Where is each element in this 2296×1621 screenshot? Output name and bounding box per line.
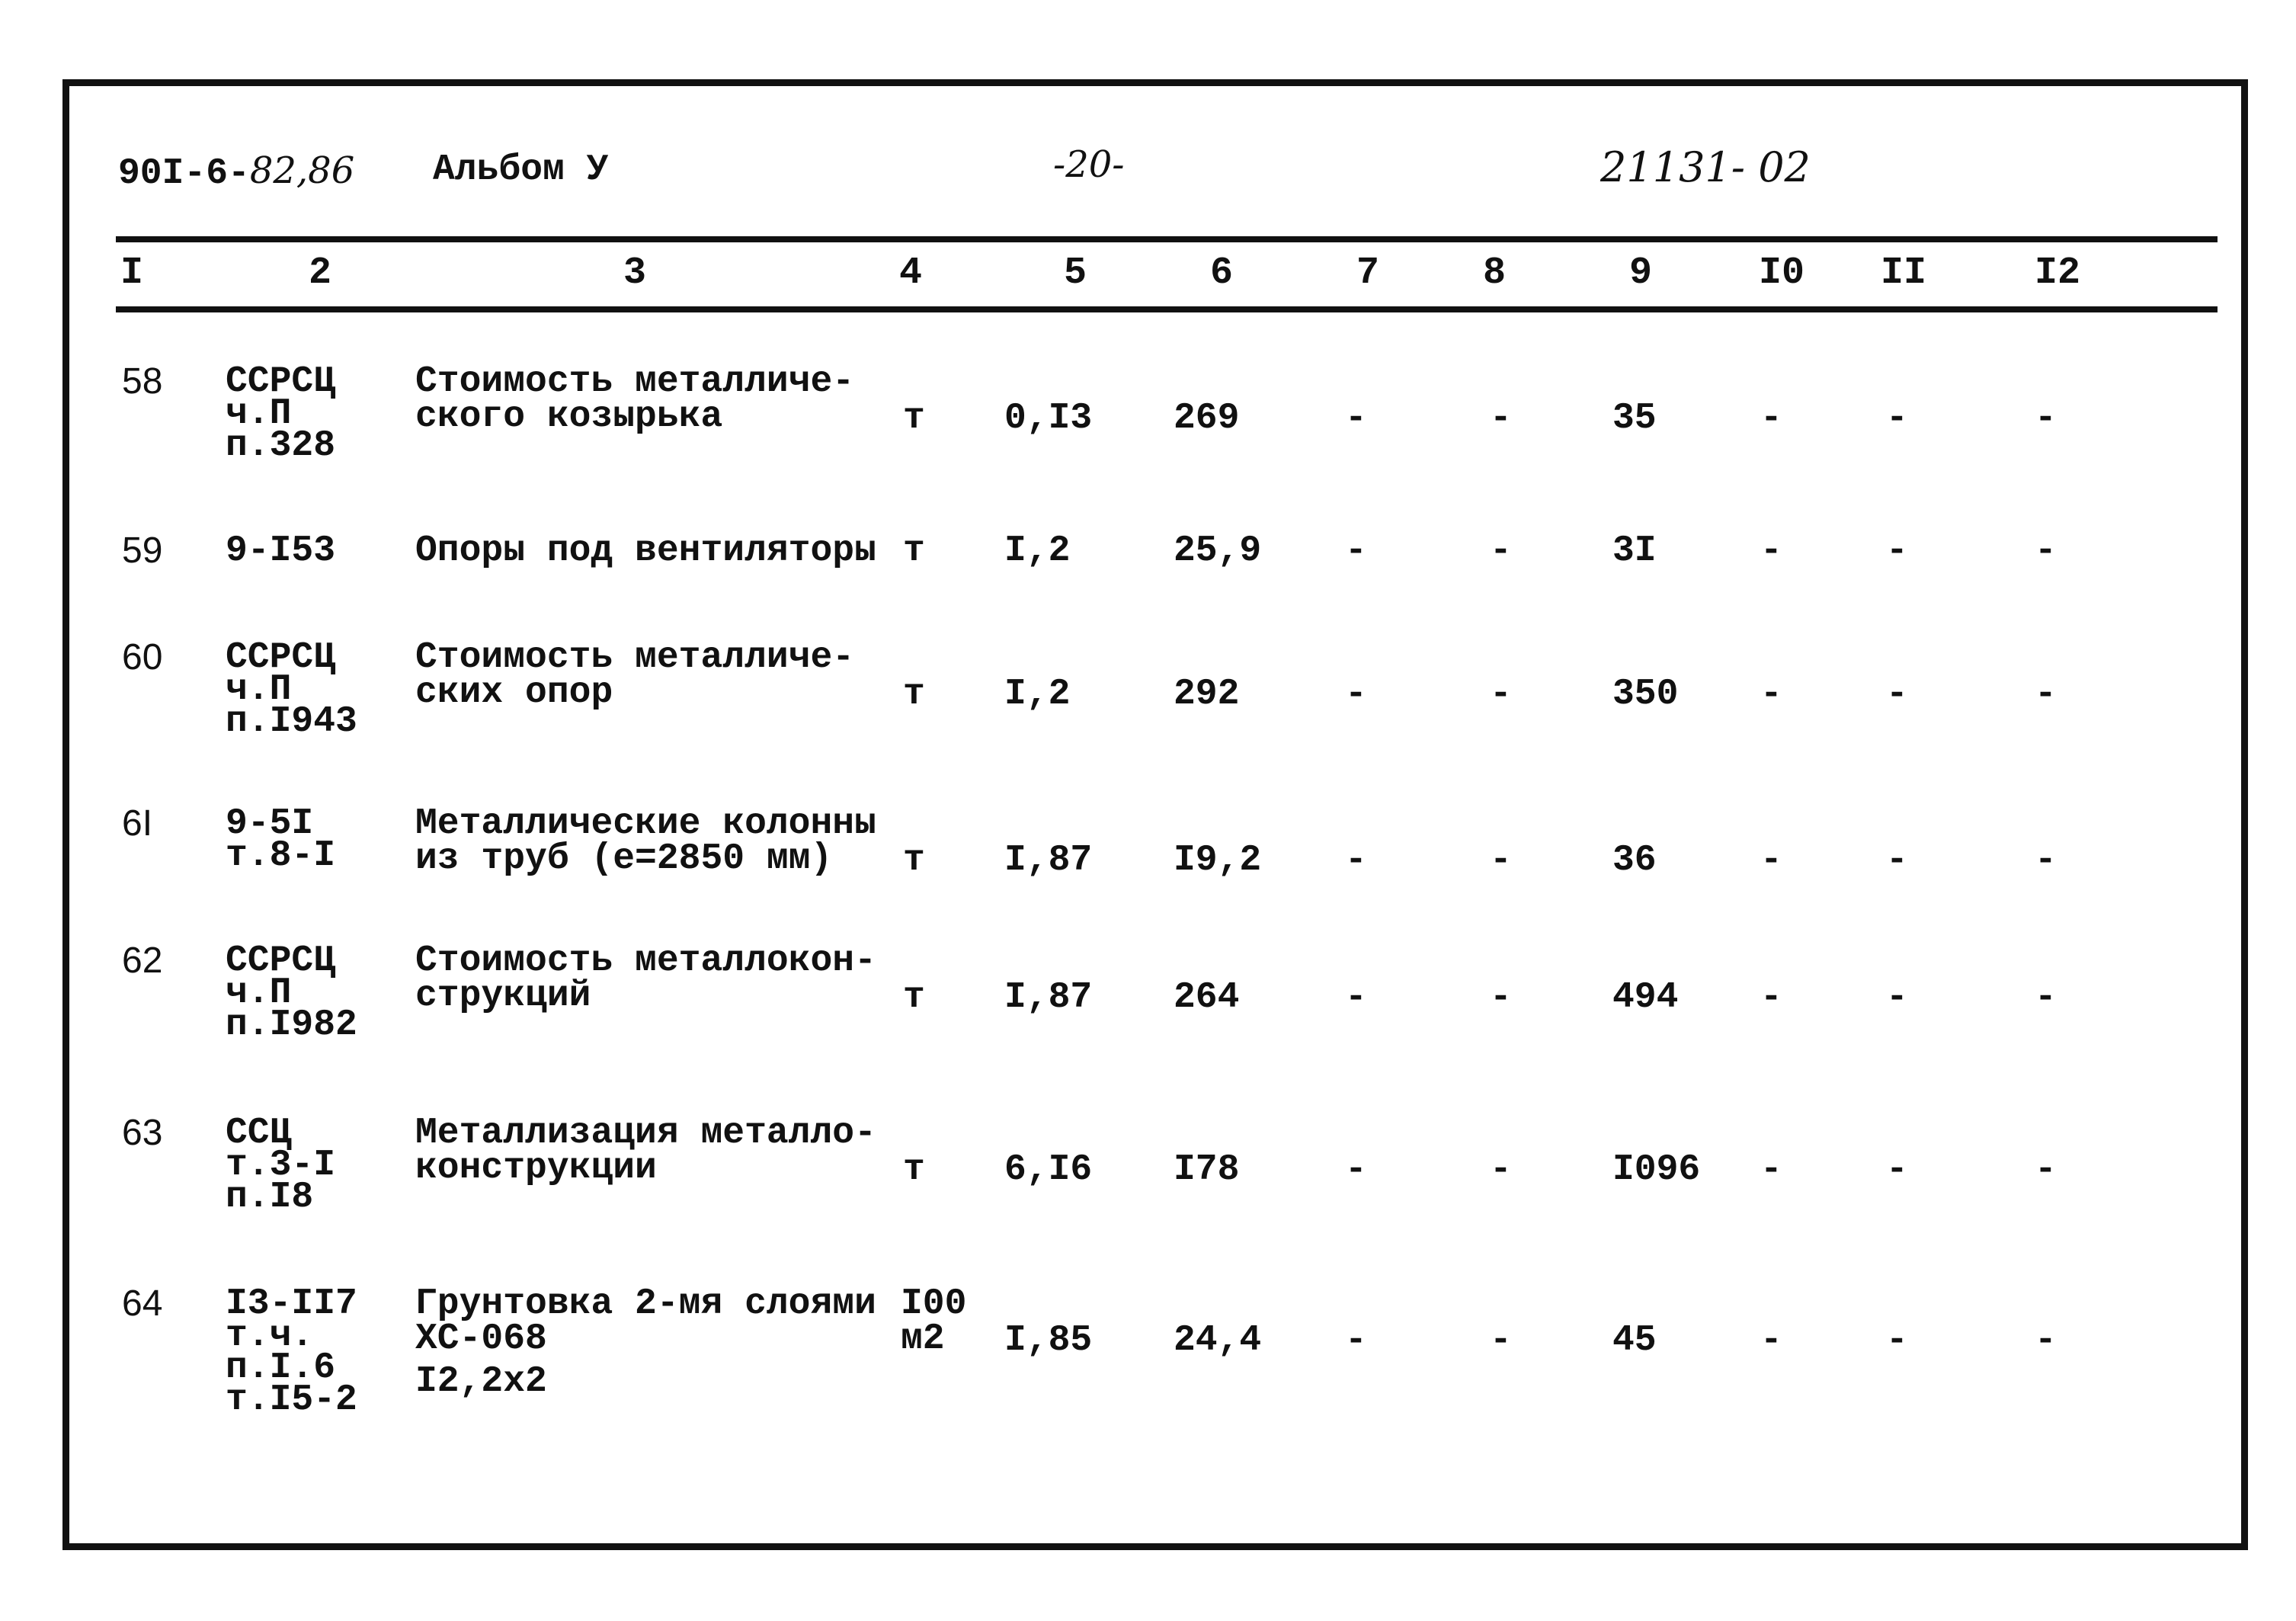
unit: т	[903, 840, 925, 881]
dash-cell: -	[1490, 977, 1512, 1018]
dash-cell: -	[2035, 840, 2057, 881]
dash-cell: -	[2035, 530, 2057, 572]
unit-price-cell: 25,9	[1174, 530, 1262, 572]
description-line: ХС-068	[415, 1318, 547, 1360]
header-top-rule	[116, 236, 2218, 242]
dash-cell: -	[1760, 398, 1782, 439]
reference-line: п.328	[226, 425, 336, 466]
description-line: Опоры под вентиляторы	[415, 530, 876, 572]
reference-line: ч.П	[226, 972, 292, 1014]
total-cost-cell: 35	[1612, 398, 1657, 439]
doc-code-prefix: 90I-6-	[118, 153, 250, 194]
total-cost-cell: 494	[1612, 977, 1679, 1018]
dash-cell: -	[1490, 674, 1512, 715]
dash-cell: -	[1886, 674, 1908, 715]
quantity-cell: I,87	[1004, 977, 1093, 1018]
row-number: 58	[122, 361, 163, 402]
reference-line: ССРСЦ	[226, 940, 336, 982]
doc-number: 21131- 02	[1600, 143, 1811, 191]
reference-line: ч.П	[226, 669, 292, 710]
reference-line: т.I5-2	[226, 1379, 357, 1421]
reference-line: п.I.6	[226, 1347, 336, 1389]
description-line: Стоимость металличе-	[415, 361, 855, 402]
dash-cell: -	[1490, 1320, 1512, 1361]
description-line: ских опор	[415, 672, 613, 713]
total-cost-cell: I096	[1612, 1149, 1701, 1190]
description-line: конструкции	[415, 1148, 657, 1189]
column-number: 5	[1064, 251, 1087, 295]
row-number: 60	[122, 637, 163, 678]
column-number: II	[1881, 251, 1927, 295]
reference-line: ССРСЦ	[226, 637, 336, 678]
dash-cell: -	[1345, 530, 1367, 572]
reference-line: п.I943	[226, 701, 357, 742]
dash-cell: -	[1345, 1320, 1367, 1361]
description-line: струкций	[415, 975, 591, 1017]
description-line: из труб (е=2850 мм)	[415, 838, 833, 879]
row-number: 6I	[122, 803, 153, 844]
description-line: I2,2х2	[415, 1361, 547, 1402]
total-cost-cell: 350	[1612, 674, 1679, 715]
description-line: Грунтовка 2-мя слоями	[415, 1283, 876, 1325]
total-cost-cell: 45	[1612, 1320, 1657, 1361]
dash-cell: -	[1345, 977, 1367, 1018]
reference-line: ч.П	[226, 393, 292, 434]
unit-price-cell: 264	[1174, 977, 1240, 1018]
unit: т	[903, 398, 925, 439]
dash-cell: -	[1345, 1149, 1367, 1190]
column-number: 2	[309, 251, 332, 295]
description-line: Металлизация металло-	[415, 1113, 876, 1154]
quantity-cell: 0,I3	[1004, 398, 1093, 439]
unit: т	[903, 977, 925, 1018]
reference-line: т.8-I	[226, 835, 336, 876]
row-number: 63	[122, 1113, 163, 1153]
column-number: 9	[1629, 251, 1653, 295]
description-line: Стоимость металличе-	[415, 637, 855, 678]
dash-cell: -	[1886, 1149, 1908, 1190]
column-number: 7	[1356, 251, 1380, 295]
row-number: 64	[122, 1283, 163, 1324]
dash-cell: -	[2035, 1149, 2057, 1190]
column-number: I0	[1759, 251, 1805, 295]
unit-price-cell: 24,4	[1174, 1320, 1262, 1361]
column-number: 6	[1210, 251, 1234, 295]
unit-price-cell: I9,2	[1174, 840, 1262, 881]
description-line: Металлические колонны	[415, 803, 876, 844]
page-number: -20-	[1053, 143, 1125, 186]
description-line: ского козырька	[415, 396, 723, 437]
dash-cell: -	[1760, 674, 1782, 715]
reference-line: ССЦ	[226, 1113, 292, 1154]
dash-cell: -	[2035, 1320, 2057, 1361]
dash-cell: -	[1760, 840, 1782, 881]
unit-line: м2	[901, 1318, 945, 1360]
total-cost-cell: 3I	[1612, 530, 1657, 572]
album-label: Альбом У	[433, 149, 609, 191]
quantity-cell: I,87	[1004, 840, 1093, 881]
quantity-cell: I,2	[1004, 674, 1071, 715]
dash-cell: -	[1345, 674, 1367, 715]
reference-line: I3-II7	[226, 1283, 357, 1325]
column-number: 8	[1483, 251, 1507, 295]
column-number: 3	[623, 251, 647, 295]
column-number: 4	[899, 251, 923, 295]
unit-price-cell: 292	[1174, 674, 1240, 715]
dash-cell: -	[1886, 1320, 1908, 1361]
quantity-cell: I,2	[1004, 530, 1071, 572]
dash-cell: -	[1886, 530, 1908, 572]
dash-cell: -	[1490, 530, 1512, 572]
document-frame	[62, 79, 2248, 1550]
dash-cell: -	[2035, 398, 2057, 439]
dash-cell: -	[2035, 977, 2057, 1018]
dash-cell: -	[1490, 398, 1512, 439]
unit: т	[903, 674, 925, 715]
dash-cell: -	[2035, 674, 2057, 715]
row-number: 62	[122, 940, 163, 981]
dash-cell: -	[1345, 398, 1367, 439]
dash-cell: -	[1886, 840, 1908, 881]
unit-price-cell: 269	[1174, 398, 1240, 439]
unit-line: I00	[901, 1283, 967, 1325]
total-cost-cell: 36	[1612, 840, 1657, 881]
quantity-cell: 6,I6	[1004, 1149, 1093, 1190]
column-number: I2	[2035, 251, 2081, 295]
unit-price-cell: I78	[1174, 1149, 1240, 1190]
dash-cell: -	[1490, 1149, 1512, 1190]
dash-cell: -	[1760, 1149, 1782, 1190]
dash-cell: -	[1490, 840, 1512, 881]
dash-cell: -	[1345, 840, 1367, 881]
dash-cell: -	[1886, 977, 1908, 1018]
dash-cell: -	[1760, 1320, 1782, 1361]
row-number: 59	[122, 530, 163, 571]
reference-line: т.ч.	[226, 1315, 314, 1357]
reference-line: п.I982	[226, 1004, 357, 1046]
reference-line: 9-5I	[226, 803, 314, 844]
reference-line: п.I8	[226, 1177, 314, 1218]
doc-code	[118, 149, 354, 194]
reference-line: 9-I53	[226, 530, 336, 572]
quantity-cell: I,85	[1004, 1320, 1093, 1361]
description-line: Стоимость металлокон-	[415, 940, 876, 982]
doc-code-handwritten: 82,86	[249, 149, 355, 192]
reference-line: ССРСЦ	[226, 361, 336, 402]
dash-cell: -	[1886, 398, 1908, 439]
unit: т	[903, 1149, 925, 1190]
unit: т	[903, 530, 925, 572]
dash-cell: -	[1760, 977, 1782, 1018]
reference-line: т.3-I	[226, 1145, 336, 1186]
dash-cell: -	[1760, 530, 1782, 572]
column-number: I	[120, 251, 144, 295]
header-bottom-rule	[116, 306, 2218, 312]
